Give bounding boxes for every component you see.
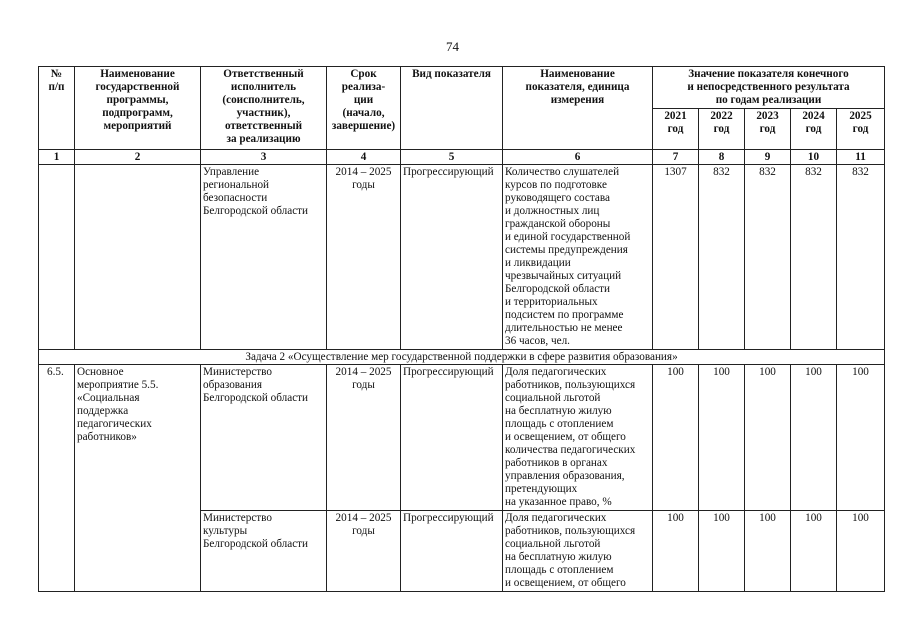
row-indicator-type: Прогрессирующий — [401, 165, 503, 350]
row-executor: Управление региональной безопасности Белгородской области — [201, 165, 327, 350]
column-number: 5 — [401, 150, 503, 165]
row-value-2023: 100 — [745, 511, 791, 592]
header-year: 2025 год — [837, 109, 885, 150]
header-values-group: Значение показателя конечного и непосредственного результата по годам реализации — [653, 67, 885, 109]
row-indicator-type: Прогрессирующий — [401, 365, 503, 511]
row-value-2025: 100 — [837, 365, 885, 511]
header-indicator-name: Наименование показателя, единица измерения — [503, 67, 653, 150]
task-row — [39, 350, 885, 365]
column-number: 11 — [837, 150, 885, 165]
row-executor: Министерство образования Белгородской области — [201, 365, 327, 511]
column-number: 4 — [327, 150, 401, 165]
row-value-2024: 100 — [791, 365, 837, 511]
row-value-2022: 100 — [699, 511, 745, 592]
header-number: № п/п — [39, 67, 75, 150]
column-number: 2 — [75, 150, 201, 165]
header-period: Срок реализа- ции (начало, завершение) — [327, 67, 401, 150]
column-numbers-row — [39, 150, 885, 165]
measure-number: 6.5. — [39, 365, 75, 592]
row-value-2023: 832 — [745, 165, 791, 350]
row-value-2021: 100 — [653, 365, 699, 511]
page-number: 74 — [446, 39, 459, 54]
row-value-2025: 100 — [837, 511, 885, 592]
row-value-2022: 832 — [699, 165, 745, 350]
header-year: 2024 год — [791, 109, 837, 150]
column-number: 1 — [39, 150, 75, 165]
row-period: 2014 – 2025 годы — [327, 365, 401, 511]
table-row — [39, 165, 885, 350]
row-value-2023: 100 — [745, 365, 791, 511]
column-number: 8 — [699, 150, 745, 165]
header-executor: Ответственный исполнитель (соисполнитель, участник), ответственный за реализацию — [201, 67, 327, 150]
row-indicator-type: Прогрессирующий — [401, 511, 503, 592]
row-period: 2014 – 2025 годы — [327, 511, 401, 592]
row-number — [39, 165, 75, 350]
row-indicator-name: Количество слушателей курсов по подготовке руководящего состава и должностных лиц гражданской обороны и единой государственной системы предупреждения и ликвидации чрезвычайных ситуаций Белгородской области и территориальных подсистем по программе длительностью не менее 36 часов, чел. — [503, 165, 653, 350]
header-program-name: Наименование государственной программы, подпрограмм, мероприятий — [75, 67, 201, 150]
row-value-2021: 1307 — [653, 165, 699, 350]
table-row — [39, 365, 885, 511]
measure-name: Основное мероприятие 5.5. «Социальная поддержка педагогических работников» — [75, 365, 201, 592]
column-number: 10 — [791, 150, 837, 165]
row-value-2024: 100 — [791, 511, 837, 592]
row-value-2024: 832 — [791, 165, 837, 350]
indicators-table — [38, 66, 885, 592]
row-value-2021: 100 — [653, 511, 699, 592]
column-number: 7 — [653, 150, 699, 165]
header-year: 2022 год — [699, 109, 745, 150]
column-number: 3 — [201, 150, 327, 165]
header-year: 2023 год — [745, 109, 791, 150]
row-indicator-name: Доля педагогических работников, пользующихся социальной льготой на бесплатную жилую площадь с отоплением и освещением, от общего — [503, 511, 653, 592]
row-indicator-name: Доля педагогических работников, пользующихся социальной льготой на бесплатную жилую площадь с отоплением и освещением, от общего количества педагогических работников в органах управления образования, претендующих на указанное право, % — [503, 365, 653, 511]
row-executor: Министерство культуры Белгородской области — [201, 511, 327, 592]
header-row — [39, 67, 885, 109]
row-program-name — [75, 165, 201, 350]
header-indicator-type: Вид показателя — [401, 67, 503, 150]
column-number: 9 — [745, 150, 791, 165]
task-title: Задача 2 «Осуществление мер государственной поддержки в сфере развития образования» — [39, 350, 885, 365]
row-period: 2014 – 2025 годы — [327, 165, 401, 350]
header-year: 2021 год — [653, 109, 699, 150]
row-value-2022: 100 — [699, 365, 745, 511]
column-number: 6 — [503, 150, 653, 165]
row-value-2025: 832 — [837, 165, 885, 350]
